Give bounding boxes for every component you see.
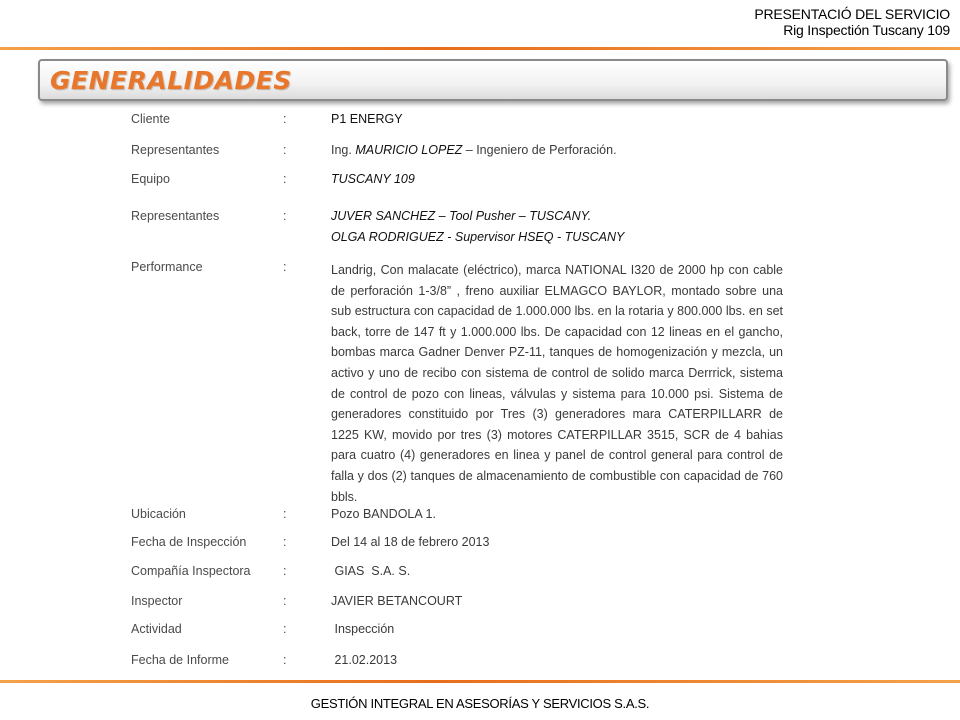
separator: : <box>283 143 287 157</box>
bottom-divider <box>0 680 960 683</box>
label-actividad: Actividad <box>131 622 182 636</box>
value-representantes-rig-1: JUVER SANCHEZ – Tool Pusher – TUSCANY. <box>331 209 592 223</box>
value-inspector: JAVIER BETANCOURT <box>331 594 463 608</box>
separator: : <box>283 653 287 667</box>
section-title: GENERALIDADES <box>50 66 292 95</box>
label-cliente: Cliente <box>131 112 170 126</box>
header-subtitle: Rig Inspectión Tuscany 109 <box>783 22 950 38</box>
footer-company: GESTIÓN INTEGRAL EN ASESORÍAS Y SERVICIOS S.A.S. <box>310 696 650 711</box>
value-fecha-informe: 21.02.2013 <box>331 653 398 667</box>
label-fecha-informe: Fecha de Informe <box>131 653 229 667</box>
separator: : <box>283 209 287 223</box>
value-equipo: TUSCANY 109 <box>331 172 415 186</box>
rep-prefix: Ing. <box>331 143 356 157</box>
separator: : <box>283 622 287 636</box>
separator: : <box>283 594 287 608</box>
label-equipo: Equipo <box>131 172 170 186</box>
separator: : <box>283 172 287 186</box>
rep-name: MAURICIO LOPEZ <box>355 143 463 157</box>
header-title: PRESENTACIÓ DEL SERVICIO <box>754 6 950 22</box>
value-performance: Landrig, Con malacate (eléctrico), marca NATIONAL I320 de 2000 hp con cable de perforación 1-3/8” , freno auxiliar ELMAGCO BAYLOR, montado sobre una sub estructura con capacidad de 1.000.000 lbs. en la rotaria y 800.000 lbs. en set back, torre de 147 ft y 1.000.000 lbs. De capacidad con 12 lineas en el gancho, bombas marca Gadner Denver PZ-11, tanques de homogenización y mezcla, un activo y uno de recibo con sistema de control de solido marca Derrrick, sistema de control de pozo con lineas, válvulas y sistema para 10.000 psi. Sistema de generadores constituido por Tres (3) generadores mara CATERPILLARR de 1225 KW, movido por tres (3) motores CATERPILLAR 3515, SCR de 4 bahias para cuatro (4) generadores en linea y panel de control general para control de falla y dos (2) tanques de almacenamiento de combustible con capacidad de 760 bbls. <box>331 263 783 504</box>
label-compania: Compañía Inspectora <box>131 564 251 578</box>
label-performance: Performance <box>131 260 203 274</box>
value-representantes <box>331 143 617 157</box>
value-cliente: P1 ENERGY <box>331 112 403 126</box>
label-inspector: Inspector <box>131 594 183 608</box>
label-representantes: Representantes <box>131 143 220 157</box>
value-ubicacion: Pozo BANDOLA 1. <box>331 507 436 521</box>
label-representantes-rig: Representantes <box>131 209 220 223</box>
separator: : <box>283 507 287 521</box>
value-actividad: Inspección <box>331 622 395 636</box>
label-fecha-inspeccion: Fecha de Inspección <box>131 535 247 549</box>
label-ubicacion: Ubicación <box>131 507 186 521</box>
separator: : <box>283 260 287 274</box>
separator: : <box>283 564 287 578</box>
rep-suffix: – Ingeniero de Perforación. <box>462 143 617 157</box>
separator: : <box>283 535 287 549</box>
value-fecha-inspeccion: Del 14 al 18 de febrero 2013 <box>331 535 490 549</box>
value-representantes-rig-2: OLGA RODRIGUEZ - Supervisor HSEQ - TUSCANY <box>331 230 625 244</box>
value-compania: GIAS S.A. S. <box>331 564 411 578</box>
separator: : <box>283 112 287 126</box>
